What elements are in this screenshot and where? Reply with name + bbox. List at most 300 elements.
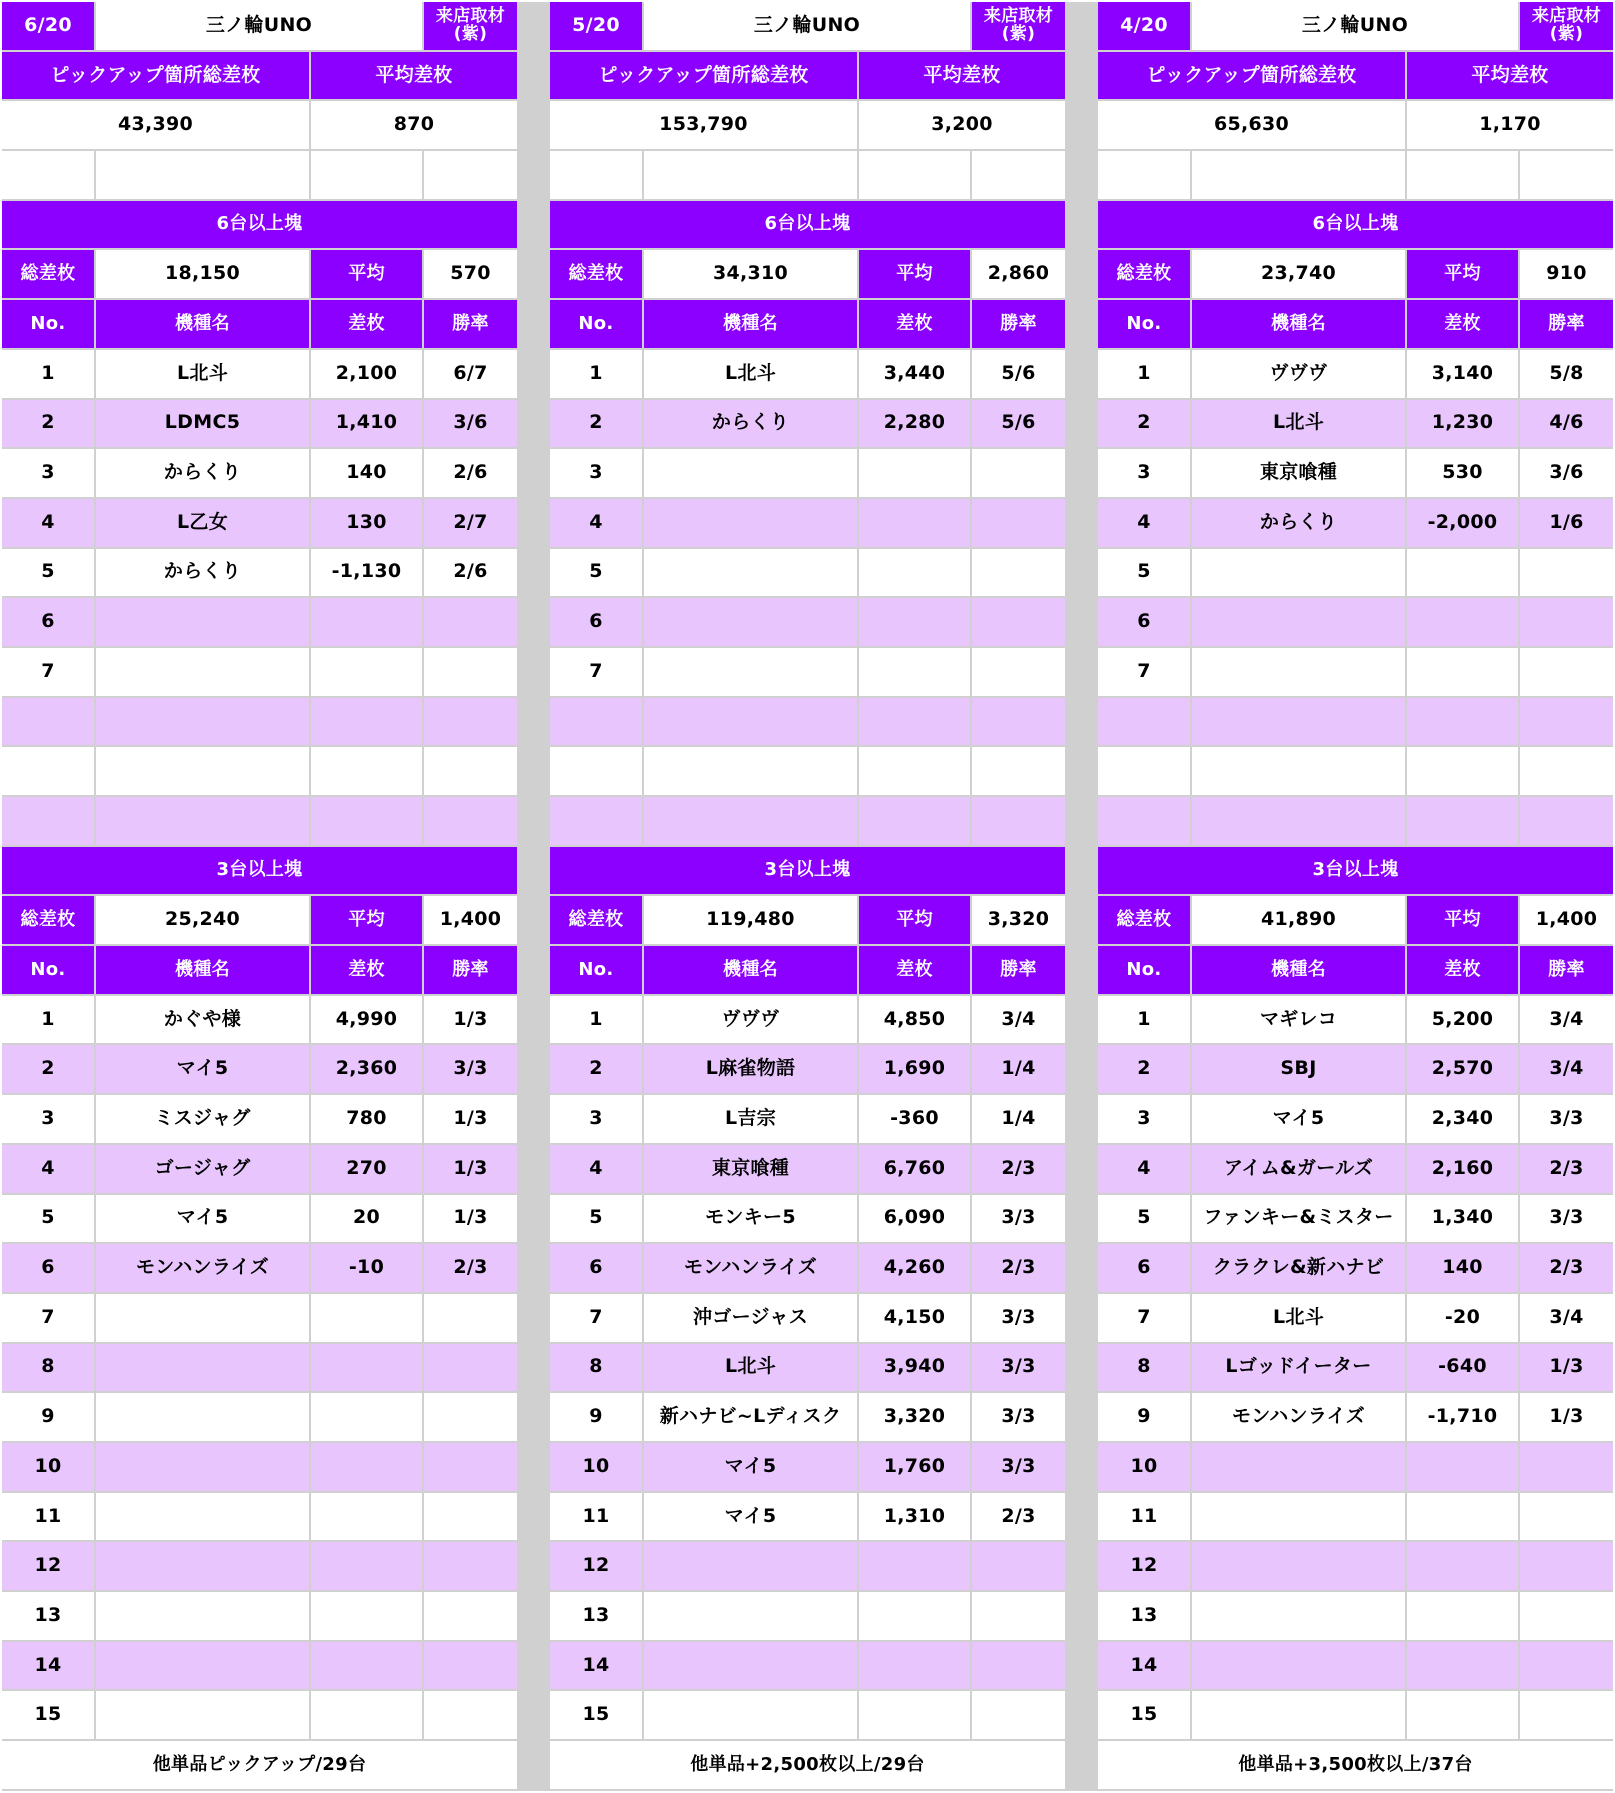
coverage-color-note: (紫)	[1001, 23, 1036, 44]
machine-name: からくり	[96, 449, 309, 497]
col-machine-header: 機種名	[1192, 946, 1405, 994]
spacer-cell	[972, 151, 1065, 199]
block3-avg-label: 平均	[311, 896, 422, 944]
machine-name: マイ5	[1192, 1095, 1405, 1143]
win-rate: 1/6	[1520, 499, 1613, 547]
win-rate: 3/3	[972, 1443, 1065, 1491]
win-rate: 4/6	[1520, 400, 1613, 448]
machine-name: マイ5	[644, 1443, 857, 1491]
diff-value: -1,710	[1407, 1393, 1518, 1441]
machine-name: ゴージャグ	[96, 1145, 309, 1193]
date-cell: 6/20	[2, 2, 94, 50]
col-no-header: No.	[2, 946, 94, 994]
block6-total-value: 34,310	[644, 250, 857, 298]
row-number	[2, 797, 94, 845]
col-machine-header: 機種名	[1192, 300, 1405, 348]
win-rate: 2/3	[1520, 1145, 1613, 1193]
panel-5-20	[550, 2, 1065, 1791]
diff-value: -1,130	[311, 549, 422, 597]
block6-avg-label: 平均	[311, 250, 422, 298]
spacer-cell	[424, 151, 517, 199]
win-rate	[972, 797, 1065, 845]
diff-value	[311, 1691, 422, 1739]
spacer-cell	[1407, 151, 1518, 199]
block3-avg-value: 1,400	[1520, 896, 1613, 944]
machine-name	[1192, 1542, 1405, 1590]
diff-value: -10	[311, 1244, 422, 1292]
diff-value	[1407, 1443, 1518, 1491]
win-rate: 2/3	[972, 1145, 1065, 1193]
win-rate	[972, 698, 1065, 746]
block3-total-value: 25,240	[96, 896, 309, 944]
row-number: 6	[2, 1244, 94, 1292]
row-number: 5	[2, 1195, 94, 1243]
row-number	[550, 797, 642, 845]
diff-value: 3,940	[859, 1344, 970, 1392]
coverage-label: 来店取材	[435, 6, 506, 26]
win-rate	[424, 1542, 517, 1590]
win-rate	[424, 1344, 517, 1392]
win-rate	[1520, 648, 1613, 696]
machine-name: かぐや様	[96, 996, 309, 1044]
win-rate: 1/4	[972, 1095, 1065, 1143]
win-rate: 5/8	[1520, 350, 1613, 398]
win-rate	[424, 747, 517, 795]
diff-value: 4,850	[859, 996, 970, 1044]
win-rate	[424, 598, 517, 646]
machine-name	[96, 1691, 309, 1739]
win-rate: 2/6	[424, 449, 517, 497]
machine-name	[644, 598, 857, 646]
win-rate	[424, 1642, 517, 1690]
row-number: 2	[2, 400, 94, 448]
spacer-cell	[644, 151, 857, 199]
pickup-avg-header: 平均差枚	[859, 52, 1065, 100]
win-rate: 2/3	[972, 1493, 1065, 1541]
machine-name	[96, 1344, 309, 1392]
win-rate	[1520, 1691, 1613, 1739]
diff-value	[859, 1642, 970, 1690]
pickup-total-value: 65,630	[1098, 101, 1405, 149]
diff-value	[1407, 1691, 1518, 1739]
row-number: 6	[2, 598, 94, 646]
machine-name	[96, 797, 309, 845]
row-number: 6	[1098, 1244, 1190, 1292]
col-diff-header: 差枚	[859, 946, 970, 994]
col-no-header: No.	[550, 946, 642, 994]
date-cell: 5/20	[550, 2, 642, 50]
block6-total-value: 18,150	[96, 250, 309, 298]
row-number: 4	[2, 499, 94, 547]
spacer-cell	[859, 151, 970, 199]
machine-name	[1192, 1691, 1405, 1739]
row-number: 7	[1098, 1294, 1190, 1342]
row-number: 3	[1098, 1095, 1190, 1143]
machine-name: からくり	[644, 400, 857, 448]
row-number: 15	[550, 1691, 642, 1739]
row-number: 15	[1098, 1691, 1190, 1739]
machine-name	[644, 449, 857, 497]
row-number: 7	[2, 648, 94, 696]
win-rate	[1520, 598, 1613, 646]
row-number	[550, 747, 642, 795]
coverage-color-note: (紫)	[453, 23, 488, 44]
row-number: 15	[2, 1691, 94, 1739]
diff-value	[859, 499, 970, 547]
diff-value	[311, 1344, 422, 1392]
machine-name	[644, 1592, 857, 1640]
win-rate	[972, 1592, 1065, 1640]
pickup-avg-header: 平均差枚	[311, 52, 517, 100]
machine-name	[1192, 1592, 1405, 1640]
block3-total-label: 総差枚	[550, 896, 642, 944]
row-number: 7	[550, 1294, 642, 1342]
machine-name: Lゴッドイーター	[1192, 1344, 1405, 1392]
machine-name	[1192, 648, 1405, 696]
col-machine-header: 機種名	[96, 300, 309, 348]
machine-name: マイ5	[96, 1045, 309, 1093]
row-number: 2	[550, 1045, 642, 1093]
diff-value: 2,360	[311, 1045, 422, 1093]
win-rate	[972, 1542, 1065, 1590]
diff-value: 3,440	[859, 350, 970, 398]
diff-value	[859, 549, 970, 597]
win-rate	[1520, 747, 1613, 795]
diff-value: 130	[311, 499, 422, 547]
col-machine-header: 機種名	[644, 946, 857, 994]
machine-name: LDMC5	[96, 400, 309, 448]
row-number: 8	[2, 1344, 94, 1392]
diff-value: 20	[311, 1195, 422, 1243]
row-number: 4	[2, 1145, 94, 1193]
diff-value: 2,570	[1407, 1045, 1518, 1093]
row-number: 3	[1098, 449, 1190, 497]
machine-name	[96, 1443, 309, 1491]
win-rate: 2/7	[424, 499, 517, 547]
block3-total-value: 41,890	[1192, 896, 1405, 944]
pickup-avg-value: 870	[311, 101, 517, 149]
block6-total-label: 総差枚	[2, 250, 94, 298]
block6-title: 6台以上塊	[2, 201, 517, 249]
row-number: 14	[2, 1642, 94, 1690]
block6-total-label: 総差枚	[1098, 250, 1190, 298]
machine-name: クラクレ&新ハナビ	[1192, 1244, 1405, 1292]
row-number: 2	[1098, 400, 1190, 448]
win-rate	[424, 1443, 517, 1491]
diff-value: -2,000	[1407, 499, 1518, 547]
win-rate	[1520, 1443, 1613, 1491]
machine-name: マギレコ	[1192, 996, 1405, 1044]
win-rate	[424, 1294, 517, 1342]
machine-name	[644, 648, 857, 696]
coverage-badge	[972, 2, 1065, 50]
diff-value: 780	[311, 1095, 422, 1143]
pickup-total-header: ピックアップ箇所総差枚	[550, 52, 857, 100]
diff-value: 3,140	[1407, 350, 1518, 398]
diff-value	[311, 1393, 422, 1441]
diff-value	[1407, 1493, 1518, 1541]
machine-name	[644, 1542, 857, 1590]
block6-avg-value: 570	[424, 250, 517, 298]
win-rate	[972, 747, 1065, 795]
machine-name	[644, 747, 857, 795]
win-rate: 3/3	[972, 1294, 1065, 1342]
row-number	[2, 747, 94, 795]
win-rate: 3/3	[972, 1195, 1065, 1243]
diff-value	[1407, 747, 1518, 795]
spacer-cell	[1520, 151, 1613, 199]
row-number: 5	[1098, 549, 1190, 597]
diff-value: 1,760	[859, 1443, 970, 1491]
diff-value: 6,760	[859, 1145, 970, 1193]
diff-value: 4,260	[859, 1244, 970, 1292]
diff-value: -20	[1407, 1294, 1518, 1342]
diff-value: 1,230	[1407, 400, 1518, 448]
win-rate: 1/3	[424, 1095, 517, 1143]
win-rate	[1520, 549, 1613, 597]
coverage-badge	[424, 2, 517, 50]
col-no-header: No.	[1098, 946, 1190, 994]
win-rate: 1/3	[1520, 1393, 1613, 1441]
machine-name: L乙女	[96, 499, 309, 547]
machine-name: L北斗	[1192, 1294, 1405, 1342]
machine-name	[96, 1493, 309, 1541]
row-number: 12	[1098, 1542, 1190, 1590]
block6-avg-value: 910	[1520, 250, 1613, 298]
machine-name: マイ5	[96, 1195, 309, 1243]
diff-value	[859, 698, 970, 746]
win-rate: 3/4	[1520, 1294, 1613, 1342]
row-number: 3	[2, 449, 94, 497]
col-rate-header: 勝率	[1520, 300, 1613, 348]
diff-value	[1407, 797, 1518, 845]
block3-title: 3台以上塊	[2, 847, 517, 895]
diff-value	[311, 747, 422, 795]
col-rate-header: 勝率	[972, 946, 1065, 994]
row-number: 6	[550, 598, 642, 646]
diff-value: 6,090	[859, 1195, 970, 1243]
diff-value	[1407, 1542, 1518, 1590]
diff-value	[311, 1642, 422, 1690]
machine-name: L北斗	[644, 350, 857, 398]
machine-name	[96, 648, 309, 696]
win-rate: 3/3	[424, 1045, 517, 1093]
machine-name	[96, 1642, 309, 1690]
win-rate	[972, 648, 1065, 696]
diff-value	[311, 698, 422, 746]
win-rate	[972, 1691, 1065, 1739]
win-rate	[424, 1592, 517, 1640]
diff-value	[1407, 549, 1518, 597]
row-number: 2	[550, 400, 642, 448]
diff-value	[859, 598, 970, 646]
win-rate	[1520, 698, 1613, 746]
block3-avg-label: 平均	[1407, 896, 1518, 944]
win-rate	[424, 698, 517, 746]
machine-name: 新ハナビ~Lディスク	[644, 1393, 857, 1441]
results-sheet	[2, 2, 1613, 1791]
row-number: 2	[2, 1045, 94, 1093]
diff-value: 270	[311, 1145, 422, 1193]
win-rate	[1520, 1642, 1613, 1690]
coverage-badge	[1520, 2, 1613, 50]
win-rate: 3/3	[972, 1344, 1065, 1392]
win-rate	[424, 797, 517, 845]
spacer-cell	[2, 151, 94, 199]
machine-name	[644, 1691, 857, 1739]
row-number: 1	[550, 350, 642, 398]
row-number: 14	[1098, 1642, 1190, 1690]
win-rate	[972, 449, 1065, 497]
row-number	[2, 698, 94, 746]
machine-name	[644, 1642, 857, 1690]
machine-name: SBJ	[1192, 1045, 1405, 1093]
block6-title: 6台以上塊	[1098, 201, 1613, 249]
row-number: 7	[550, 648, 642, 696]
row-number: 8	[1098, 1344, 1190, 1392]
row-number: 3	[2, 1095, 94, 1143]
col-rate-header: 勝率	[424, 300, 517, 348]
block6-avg-label: 平均	[859, 250, 970, 298]
diff-value: 1,310	[859, 1493, 970, 1541]
store-name: 三ノ輪UNO	[644, 2, 970, 50]
block3-avg-label: 平均	[859, 896, 970, 944]
machine-name	[644, 549, 857, 597]
row-number: 3	[550, 1095, 642, 1143]
row-number: 3	[550, 449, 642, 497]
win-rate	[424, 648, 517, 696]
machine-name	[1192, 1642, 1405, 1690]
block6-avg-label: 平均	[1407, 250, 1518, 298]
win-rate: 1/3	[1520, 1344, 1613, 1392]
win-rate: 3/3	[1520, 1195, 1613, 1243]
machine-name: L北斗	[96, 350, 309, 398]
coverage-color-note: (紫)	[1549, 23, 1584, 44]
row-number: 5	[2, 549, 94, 597]
win-rate	[1520, 1542, 1613, 1590]
row-number: 1	[550, 996, 642, 1044]
diff-value: 2,100	[311, 350, 422, 398]
diff-value: 1,410	[311, 400, 422, 448]
machine-name: ヴヴヴ	[644, 996, 857, 1044]
win-rate: 1/3	[424, 996, 517, 1044]
row-number: 10	[2, 1443, 94, 1491]
diff-value	[859, 747, 970, 795]
win-rate	[1520, 1493, 1613, 1541]
date-cell: 4/20	[1098, 2, 1190, 50]
pickup-total-header: ピックアップ箇所総差枚	[2, 52, 309, 100]
win-rate: 2/6	[424, 549, 517, 597]
spacer-cell	[550, 151, 642, 199]
machine-name	[644, 499, 857, 547]
machine-name: からくり	[96, 549, 309, 597]
diff-value	[859, 449, 970, 497]
col-diff-header: 差枚	[1407, 300, 1518, 348]
diff-value: 140	[311, 449, 422, 497]
diff-value: 530	[1407, 449, 1518, 497]
diff-value: 5,200	[1407, 996, 1518, 1044]
diff-value: 4,150	[859, 1294, 970, 1342]
win-rate	[972, 499, 1065, 547]
win-rate: 3/6	[1520, 449, 1613, 497]
col-no-header: No.	[2, 300, 94, 348]
row-number: 9	[2, 1393, 94, 1441]
block6-total-label: 総差枚	[550, 250, 642, 298]
block3-title: 3台以上塊	[1098, 847, 1613, 895]
diff-value	[1407, 698, 1518, 746]
win-rate: 3/4	[1520, 1045, 1613, 1093]
row-number: 6	[550, 1244, 642, 1292]
col-diff-header: 差枚	[311, 946, 422, 994]
machine-name	[96, 1294, 309, 1342]
block3-total-label: 総差枚	[2, 896, 94, 944]
machine-name	[96, 698, 309, 746]
diff-value	[311, 648, 422, 696]
win-rate: 2/3	[1520, 1244, 1613, 1292]
diff-value	[1407, 648, 1518, 696]
block3-title: 3台以上塊	[550, 847, 1065, 895]
win-rate: 3/4	[1520, 996, 1613, 1044]
store-name: 三ノ輪UNO	[1192, 2, 1518, 50]
store-name: 三ノ輪UNO	[96, 2, 422, 50]
machine-name	[1192, 797, 1405, 845]
diff-value	[311, 1443, 422, 1491]
diff-value	[311, 797, 422, 845]
machine-name	[96, 1393, 309, 1441]
pickup-total-header: ピックアップ箇所総差枚	[1098, 52, 1405, 100]
diff-value: -360	[859, 1095, 970, 1143]
machine-name: L北斗	[644, 1344, 857, 1392]
row-number: 7	[1098, 648, 1190, 696]
diff-value	[311, 1294, 422, 1342]
win-rate	[972, 1642, 1065, 1690]
col-rate-header: 勝率	[1520, 946, 1613, 994]
panel-4-20	[1098, 2, 1613, 1791]
row-number: 1	[1098, 350, 1190, 398]
win-rate: 1/3	[424, 1145, 517, 1193]
win-rate: 5/6	[972, 350, 1065, 398]
block6-total-value: 23,740	[1192, 250, 1405, 298]
diff-value	[859, 1691, 970, 1739]
block6-avg-value: 2,860	[972, 250, 1065, 298]
row-number: 11	[2, 1493, 94, 1541]
row-number: 13	[1098, 1592, 1190, 1640]
machine-name: ミスジャグ	[96, 1095, 309, 1143]
diff-value: 3,320	[859, 1393, 970, 1441]
machine-name: モンハンライズ	[1192, 1393, 1405, 1441]
row-number: 14	[550, 1642, 642, 1690]
win-rate	[1520, 1592, 1613, 1640]
row-number: 11	[1098, 1493, 1190, 1541]
row-number: 10	[1098, 1443, 1190, 1491]
machine-name	[1192, 549, 1405, 597]
block3-total-value: 119,480	[644, 896, 857, 944]
win-rate: 6/7	[424, 350, 517, 398]
row-number: 13	[2, 1592, 94, 1640]
machine-name: モンキー5	[644, 1195, 857, 1243]
spacer-cell	[96, 151, 309, 199]
win-rate: 3/3	[1520, 1095, 1613, 1143]
diff-value	[1407, 1592, 1518, 1640]
row-number: 6	[1098, 598, 1190, 646]
block3-avg-value: 1,400	[424, 896, 517, 944]
machine-name	[96, 747, 309, 795]
row-number: 4	[550, 1145, 642, 1193]
footer-note: 他単品ピックアップ/29台	[2, 1741, 517, 1789]
diff-value	[859, 648, 970, 696]
win-rate	[1520, 797, 1613, 845]
diff-value: 1,690	[859, 1045, 970, 1093]
